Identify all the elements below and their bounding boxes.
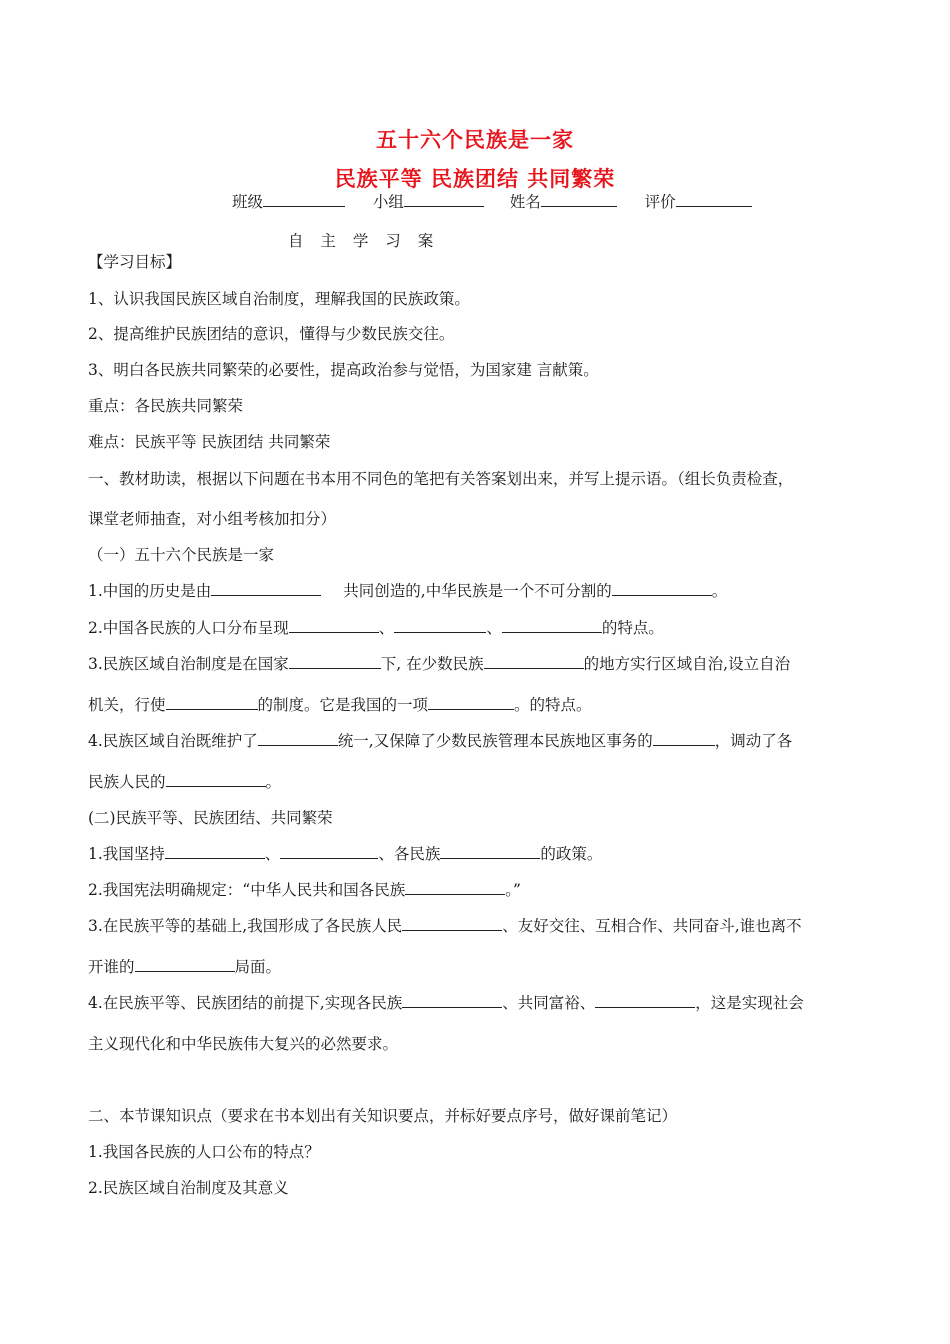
s3-blank-1[interactable] xyxy=(402,915,502,931)
section2-title: (二)民族平等、民族团结、共同繁荣 xyxy=(88,809,333,827)
part1-intro-a: 一、教材助读，根据以下问题在书本用不同色的笔把有关答案划出来，并写上提示语。（组长负责检查， xyxy=(88,470,794,488)
s3-text-d: 局面。 xyxy=(234,958,282,976)
s2-text-a: 2.我国宪法明确规定：“中华人民共和国各民族 xyxy=(88,881,406,899)
sub-title: 民族平等 民族团结 共同繁荣 xyxy=(334,167,616,191)
question-2-1 xyxy=(88,843,868,865)
question-1-4 xyxy=(88,730,868,752)
s3-text-a: 3.在民族平等的基础上,我国形成了各民族人民 xyxy=(88,917,403,935)
s1-text-a: 1.我国坚持 xyxy=(88,845,165,863)
q4-text-b: 统一,又保障了少数民族管理本民族地区事务的 xyxy=(337,732,653,750)
s2-blank-1[interactable] xyxy=(405,879,505,895)
q4-blank-2[interactable] xyxy=(653,730,715,746)
q4-text-a: 4.民族区域自治既维护了 xyxy=(88,732,258,750)
part2-title: 二、本节课知识点（要求在书本划出有关知识要点，并标好要点序号，做好课前笔记） xyxy=(88,1107,678,1125)
part2-question-1: 1.我国各民族的人口公布的特点？ xyxy=(88,1143,320,1161)
q3-text-d: 机关，行使 xyxy=(88,696,166,714)
main-title: 五十六个民族是一家 xyxy=(376,128,574,152)
part2-question-2: 2.民族区域自治制度及其意义 xyxy=(88,1179,289,1197)
difficult-point: 难点：民族平等 民族团结 共同繁荣 xyxy=(88,433,331,451)
q3-text-b: 下, 在少数民族 xyxy=(380,655,484,673)
q3-blank-2[interactable] xyxy=(484,653,584,669)
q2-text-c: 、 xyxy=(486,619,502,637)
s4-blank-1[interactable] xyxy=(402,992,502,1008)
s1-blank-3[interactable] xyxy=(440,843,540,859)
s1-text-b: 、 xyxy=(264,845,281,863)
q4-text-d: 民族人民的 xyxy=(88,773,166,791)
q4-text-c: ，调动了各 xyxy=(714,732,793,750)
eval-blank[interactable] xyxy=(676,191,752,207)
q3-text-e: 的制度。它是我国的一项 xyxy=(257,696,429,714)
q1-text-a: 1.中国的历史是由 xyxy=(88,582,212,600)
s1-blank-2[interactable] xyxy=(280,843,378,859)
q1-text-c: 。 xyxy=(711,582,728,600)
q4-text-e: 。 xyxy=(265,773,282,791)
q2-text-a: 2.中国各民族的人口分布呈现 xyxy=(88,619,289,637)
name-blank[interactable] xyxy=(541,191,617,207)
group-blank[interactable] xyxy=(404,191,484,207)
q1-blank-2[interactable] xyxy=(612,580,712,596)
s4-blank-2[interactable] xyxy=(595,992,695,1008)
question-1-1 xyxy=(88,580,868,602)
self-study-heading: 自 主 学 习 案 xyxy=(288,232,440,250)
q3-blank-1[interactable] xyxy=(289,653,381,669)
key-point: 重点：各民族共同繁荣 xyxy=(88,397,244,415)
name-label: 姓名 xyxy=(509,193,541,211)
q3-blank-4[interactable] xyxy=(428,694,514,710)
eval-label: 评价 xyxy=(644,193,676,211)
q3-blank-3[interactable] xyxy=(166,694,258,710)
q1-text-b: 共同创造的,中华民族是一个不可分割的 xyxy=(343,582,612,600)
q2-blank-3[interactable] xyxy=(502,617,602,633)
q2-blank-2[interactable] xyxy=(394,617,486,633)
question-2-4-cont: 主义现代化和中华民族伟大复兴的必然要求。 xyxy=(88,1035,399,1053)
q3-text-a: 3.民族区域自治制度是在国家 xyxy=(88,655,289,673)
q4-blank-1[interactable] xyxy=(258,730,338,746)
s3-text-c: 开谁的 xyxy=(88,958,135,976)
objective-2: 2、提高维护民族团结的意识，懂得与少数民族交往。 xyxy=(88,325,455,343)
student-info-row xyxy=(232,190,752,212)
s1-text-c: 、各民族 xyxy=(378,845,441,863)
group-label: 小组 xyxy=(372,193,404,211)
question-1-2 xyxy=(88,617,868,639)
q3-text-f: 。的特点。 xyxy=(514,696,592,714)
question-2-2 xyxy=(88,879,868,901)
q2-blank-1[interactable] xyxy=(289,617,379,633)
question-1-4-cont xyxy=(88,771,868,793)
question-1-3-cont xyxy=(88,694,868,716)
class-blank[interactable] xyxy=(263,191,345,207)
section1-title: （一）五十六个民族是一家 xyxy=(88,546,275,564)
question-1-3 xyxy=(88,653,868,675)
question-2-3-cont xyxy=(88,956,868,978)
class-label: 班级 xyxy=(232,193,264,211)
question-2-4 xyxy=(88,992,868,1014)
s3-blank-2[interactable] xyxy=(135,956,235,972)
objectives-header: 【学习目标】 xyxy=(88,253,182,271)
objective-3: 3、明白各民族共同繁荣的必要性，提高政治参与觉悟，为国家建 言献策。 xyxy=(88,361,599,379)
s4-text-c: ，这是实现社会 xyxy=(695,994,804,1012)
q2-text-b: 、 xyxy=(378,619,395,637)
s4-text-a: 4.在民族平等、民族团结的前提下,实现各民族 xyxy=(88,994,403,1012)
q3-text-c: 的地方实行区域自治,设立自治 xyxy=(583,655,791,673)
s4-text-b: 、共同富裕、 xyxy=(502,994,596,1012)
q4-blank-3[interactable] xyxy=(166,771,266,787)
q2-text-d: 的特点。 xyxy=(601,619,664,637)
part1-intro-b: 课堂老师抽查，对小组考核加扣分） xyxy=(88,510,337,528)
q1-blank-1[interactable] xyxy=(211,580,321,596)
s1-text-d: 的政策。 xyxy=(540,845,603,863)
s1-blank-1[interactable] xyxy=(165,843,265,859)
s3-text-b: 、友好交往、互相合作、共同奋斗,谁也离不 xyxy=(502,917,802,935)
question-2-3 xyxy=(88,915,868,937)
s2-text-b: 。” xyxy=(505,881,521,899)
objective-1: 1、认识我国民族区域自治制度，理解我国的民族政策。 xyxy=(88,290,470,308)
